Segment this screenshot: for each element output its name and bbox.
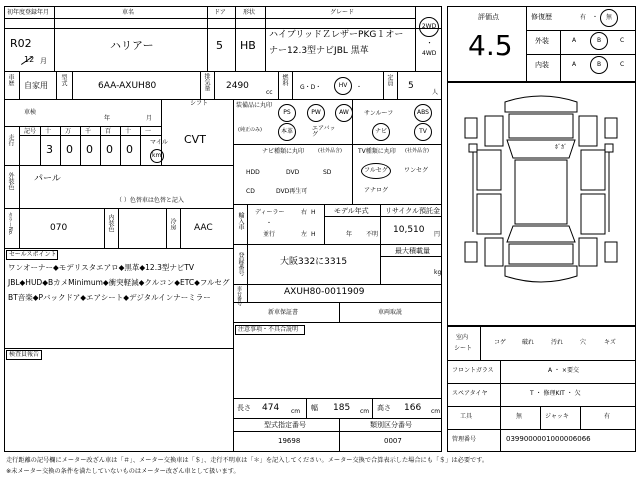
grade-option: A: [572, 61, 577, 68]
cabin-item: 汚れ: [551, 339, 564, 346]
type-no-label: 型式指定番号: [264, 421, 306, 429]
width-value: 185: [333, 403, 351, 413]
tv-item-analog: アナログ: [364, 187, 389, 194]
cap-unit: 人: [432, 89, 439, 96]
drive-dot: ・: [426, 39, 433, 47]
hood: [509, 114, 573, 138]
mileage-header: 十: [45, 128, 52, 135]
mileage-header: 記号: [24, 128, 37, 135]
shift-value: CVT: [184, 133, 206, 146]
sales-point-line3: BT音楽◆Pバックドア◆エアシート◆デジタルインナーミラー: [8, 293, 211, 302]
left-front-door: [477, 150, 501, 190]
warranty-new: 新車保証書: [268, 309, 299, 316]
unit-km: km: [152, 152, 162, 159]
mileage-header: 千: [85, 128, 92, 135]
registration-label: 登録番号: [237, 252, 244, 276]
reg-label: 初年度登録年月: [7, 9, 50, 16]
navi-item-hdd: HDD: [246, 169, 260, 176]
wheel-lf: [465, 118, 477, 138]
rating-label: 評価点: [478, 13, 499, 21]
class-no-value: 0007: [384, 437, 402, 445]
rating-score: 4.5: [468, 29, 513, 62]
fuel-label: 燃料: [281, 74, 288, 86]
max-load-unit: kg: [434, 269, 442, 276]
jack-value: 有: [604, 413, 611, 420]
windshield-value: A ・ ×要交: [548, 367, 579, 374]
navi-item-sd: SD: [323, 169, 332, 176]
inspector-note-label: 検査員報告: [9, 351, 40, 358]
name-label: 車名: [122, 9, 135, 16]
chassis-value: AXUH80-0011909: [284, 287, 365, 297]
navi-label: ナビ種類に丸印: [262, 148, 305, 155]
mileage-digit: 0: [106, 143, 113, 156]
model-year-unknown: 不明: [366, 231, 379, 238]
tv-item-oneseg: ワンセグ: [404, 167, 429, 174]
front-bumper: [505, 96, 577, 112]
height-value: 166: [404, 403, 422, 413]
length-unit: cm: [291, 408, 301, 415]
height-unit: cm: [431, 408, 441, 415]
left-front-fender: [485, 116, 503, 146]
ac-value: AAC: [194, 223, 213, 233]
fuel-hv-circle: HV: [334, 77, 352, 95]
grade-option: A: [572, 37, 577, 44]
car-name: ハリアー: [110, 39, 154, 52]
color-no-label: カラーNo.: [7, 212, 13, 236]
exterior-label: 外装色: [7, 172, 14, 190]
right-rear-fender: [579, 238, 597, 266]
fuel-options: G・D・: [300, 84, 322, 91]
vehicle-label: 車歴: [7, 74, 14, 86]
class-no-label: 類別区分番号: [370, 421, 412, 429]
left-mirror: [469, 144, 477, 152]
rear-bumper: [505, 266, 577, 282]
equipment-label: 装備品に丸印: [236, 102, 273, 109]
grade-option: C: [620, 37, 625, 44]
remarks-label: 注意事項・不具合説明: [238, 326, 299, 333]
disp-label: 排気量: [203, 73, 210, 91]
cc-unit: cc: [266, 89, 273, 96]
shape-value: HB: [240, 39, 256, 52]
right-front-door: [581, 150, 605, 190]
model-year-label: モデル年式: [334, 207, 369, 215]
reg-month: 12: [24, 55, 35, 64]
wheel-rr: [605, 242, 617, 262]
windshield-label: フロントガラス: [452, 367, 494, 374]
left-form: [4, 6, 442, 452]
import-parallel: 並行: [263, 231, 276, 238]
vehicle-use: 自家用: [24, 81, 48, 90]
trunk: [509, 244, 573, 264]
recycle-label: リサイクル預託金: [385, 207, 441, 215]
navi-item-dvd-play: DVD再生可: [276, 188, 308, 195]
grade-line2: ナー12.3型ナビJBL 黒革: [269, 46, 369, 56]
cap-label: 定員: [386, 74, 393, 86]
wheel-lr: [465, 242, 477, 262]
inspection-month-unit: 月: [146, 115, 153, 122]
door-label: ドア: [214, 9, 226, 16]
cabin-label-bottom: シート: [454, 345, 473, 352]
reg-year: R02: [10, 37, 32, 50]
cabin-label-top: 室内: [456, 334, 469, 341]
mileage-label: 走行: [7, 134, 14, 146]
import-right-h: H: [311, 209, 316, 216]
warranty-manual: 車両取説: [378, 309, 403, 316]
tv-sub: (社外品含): [405, 148, 429, 154]
import-left-h: H: [311, 231, 316, 238]
grade-circle: B: [590, 56, 608, 74]
type-no-value: 19698: [278, 437, 301, 445]
tools-label: 工具: [460, 413, 473, 420]
shift-label: シフト: [190, 100, 209, 107]
fuel-tail: ・: [356, 84, 363, 91]
navi-item-cd: CD: [246, 188, 255, 195]
grade-label: グレード: [330, 9, 355, 16]
model-label: 型式: [60, 74, 67, 86]
length-value: 474: [262, 403, 280, 413]
diagram-note: ﾎﾞｶﾞ: [555, 144, 568, 151]
mgmt-value: 0399000001000006066: [506, 435, 591, 443]
recycle-unit: 円: [434, 231, 441, 238]
inspection-year-unit: 年: [104, 115, 111, 122]
spare-value: T ・ 修理KIT ・ 欠: [530, 390, 581, 397]
recycle-value: 10,510: [393, 225, 425, 235]
sales-point-label: セールスポイント: [9, 251, 57, 258]
import-label: 輸入車: [237, 212, 244, 230]
mileage-digit: 3: [46, 143, 53, 156]
width-unit: cm: [360, 408, 370, 415]
left-rear-fender: [485, 238, 503, 266]
grade-circle: B: [590, 32, 608, 50]
equipment-circle: PW: [307, 104, 325, 122]
equipment-circle: PS: [278, 104, 296, 122]
equipment-circle: AW: [335, 104, 353, 122]
rear-glass: [507, 226, 575, 242]
repair-label: 修復歴: [531, 13, 552, 21]
import-dot: ・: [266, 220, 273, 227]
tv-item-fullseg: フルセグ: [364, 167, 388, 174]
door-count: 5: [216, 39, 223, 52]
mileage-header: 万: [65, 128, 72, 135]
mileage-digit: 0: [86, 143, 93, 156]
cabin-item: 破れ: [522, 339, 535, 346]
chassis-label: 車台番号: [236, 286, 242, 306]
right-mirror: [605, 144, 613, 152]
exterior-color: パール: [34, 174, 61, 184]
registration-value: 大阪332に3315: [280, 257, 348, 267]
mileage-header: 十: [125, 128, 132, 135]
right-front-fender: [579, 116, 597, 146]
cabin-item: 穴: [580, 339, 587, 346]
mileage-header: 百: [105, 128, 112, 135]
model-value: 6AA-AXUH80: [98, 81, 157, 91]
exterior-note: （ ）色替車は色替と記入: [116, 197, 184, 204]
capacity-value: 5: [408, 81, 414, 91]
import-dealer: ディーラー: [255, 209, 285, 216]
sales-point-line2: JBL◆HUD◆BカメMinimum◆衝突軽減◆クルコン◆ETC◆フルセグ: [8, 278, 230, 287]
max-load-label: 最大積載量: [395, 247, 430, 255]
repair-dot: ・: [592, 14, 599, 21]
import-right: 右: [301, 209, 308, 216]
grade-line1: ハイブリッドＺレザーPKG１オー: [269, 30, 404, 40]
sales-point-line1: ワンオーナー◆モデリスタエアロ◆黒革◆12.3型ナビTV: [8, 263, 195, 272]
import-left: 左: [301, 231, 308, 238]
reg-month-unit: 月: [40, 57, 47, 65]
roof: [515, 160, 567, 224]
length-label: 長さ: [237, 404, 251, 412]
equipment-sub: (純正のみ): [238, 127, 262, 133]
equipment-circle: 本革: [278, 123, 296, 141]
height-label: 高さ: [377, 404, 391, 412]
exterior-grade-label: 外装: [535, 37, 549, 45]
right-rear-door: [581, 194, 605, 234]
width-label: 幅: [311, 404, 318, 412]
equipment-circle: TV: [414, 123, 432, 141]
mgmt-label: 管理番号: [452, 436, 477, 443]
interior-color-label: 内装色: [107, 214, 114, 232]
grade-option: C: [620, 61, 625, 68]
wheel-rf: [605, 118, 617, 138]
repair-yes: 有: [580, 14, 587, 21]
mileage-digit: 0: [66, 143, 73, 156]
navi-item-dvd: DVD: [286, 169, 300, 176]
color-no-value: 070: [50, 223, 68, 233]
mileage-header: 一: [145, 128, 152, 135]
footer-line2: ※未メーター交換の条件を満たしていないものはメーター改ざん車として扱います。: [6, 468, 240, 475]
left-rear-door: [477, 194, 501, 234]
mileage-digit: 0: [126, 143, 133, 156]
cabin-item: コゲ: [494, 339, 507, 346]
cabin-item: キズ: [604, 339, 616, 346]
displacement-value: 2490: [226, 81, 249, 91]
car-diagram: [447, 82, 636, 326]
footer-line1: 走行距離の記号欄にメーター改ざん車は「＃」、メーター交換車は「＄」、走行不明車は「＊」を記入してください。メーター交換で合算表示した場合にも「＄」は必要です。: [6, 457, 489, 464]
navi-sub: (社外品含): [318, 148, 342, 154]
tv-label: TV種類に丸印: [358, 148, 396, 155]
tools-value: 無: [516, 413, 523, 420]
ac-label: 冷房: [169, 218, 176, 230]
inspection-label: 車検: [24, 109, 37, 116]
shape-label: 形状: [243, 9, 256, 16]
spare-label: スペアタイヤ: [452, 390, 488, 397]
repair-no-circle: 無: [600, 9, 618, 27]
model-year-unit: 年: [346, 231, 353, 238]
abs-circle: ABS: [414, 104, 432, 122]
equipment-circle: エアバッグ: [312, 125, 336, 138]
sunroof-label: サンルーフ: [364, 110, 394, 117]
drive-2wd-circle: 2WD: [419, 17, 439, 37]
drive-4wd: 4WD: [422, 50, 437, 57]
interior-grade-label: 内装: [535, 61, 549, 69]
jack-label: ジャッキ: [545, 413, 569, 420]
equipment-circle: ナビ: [372, 123, 390, 141]
unit-mile: マイル: [150, 139, 168, 146]
